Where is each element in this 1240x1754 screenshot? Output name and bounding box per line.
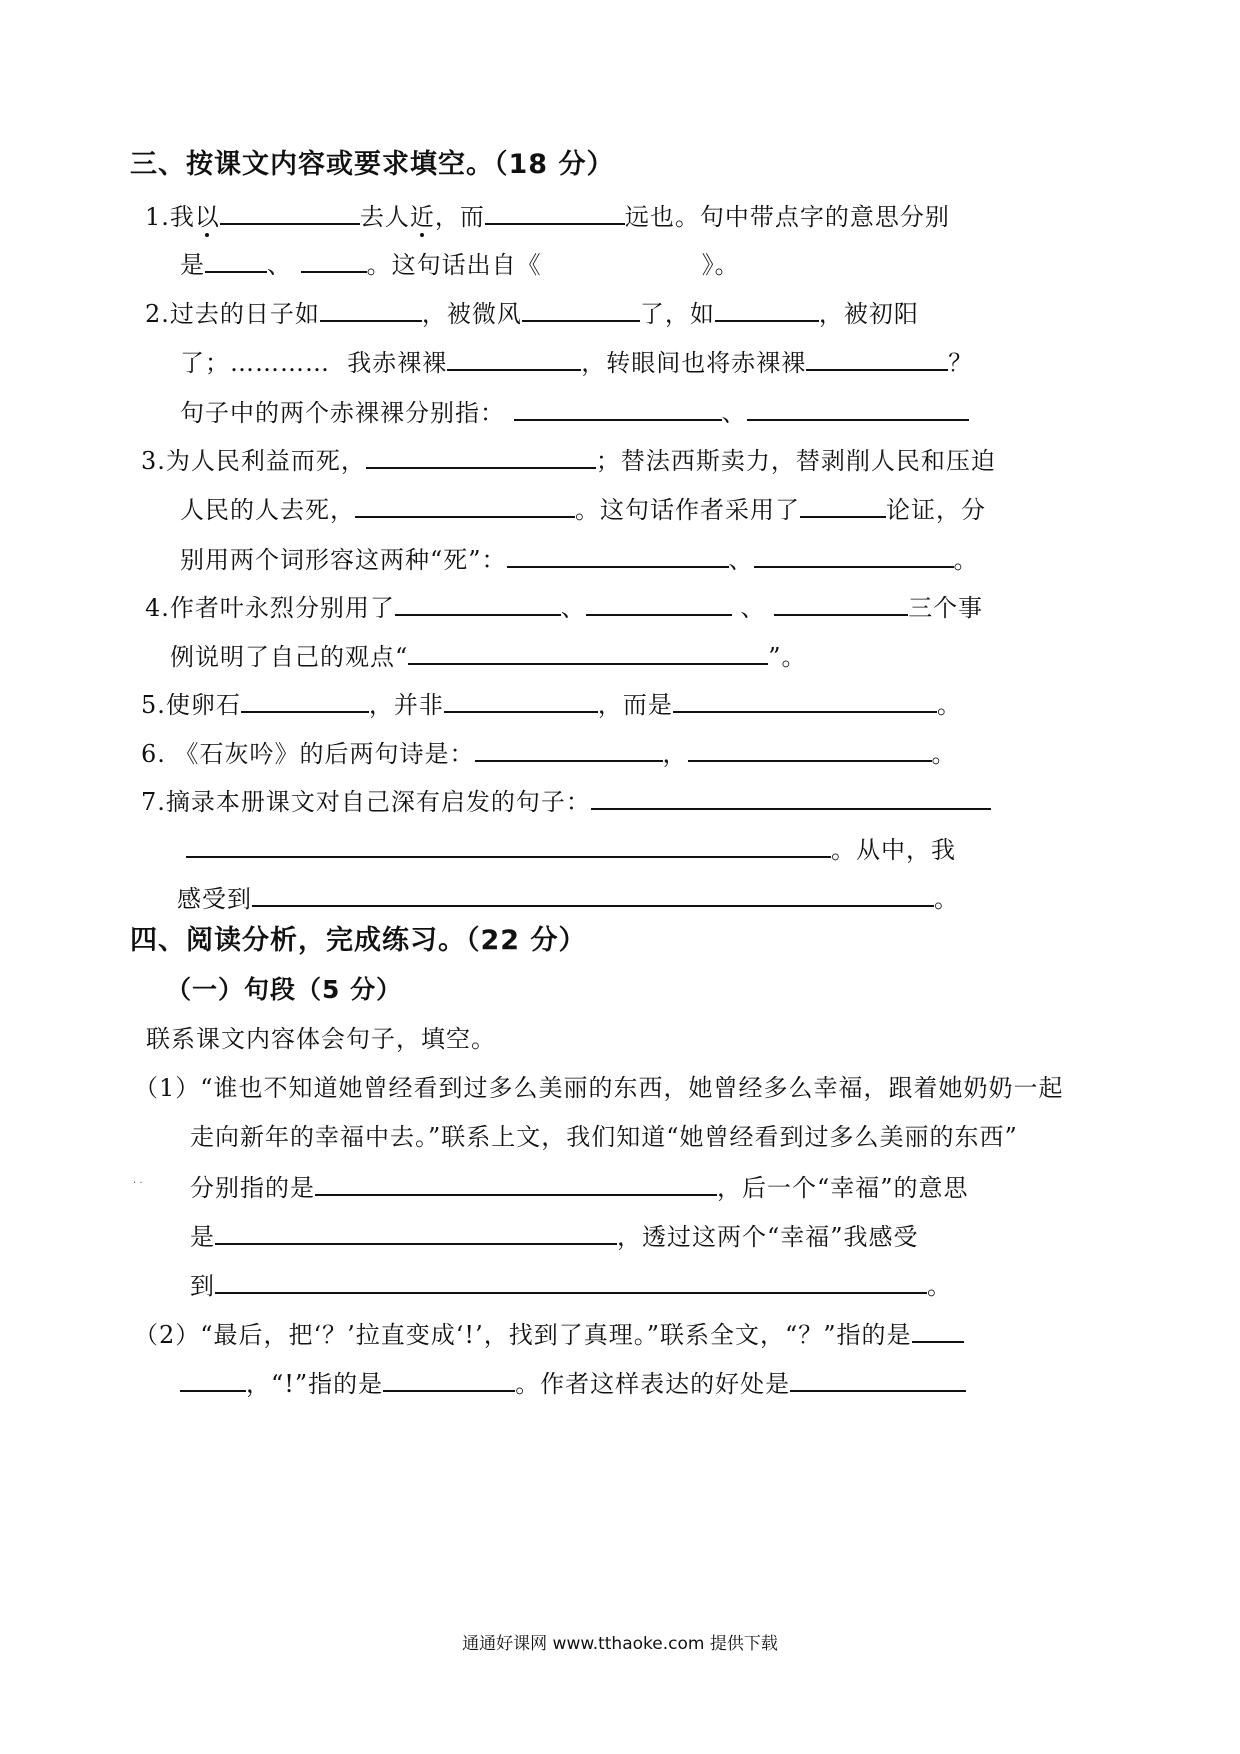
item1-line-1: （1）“谁也不知道她曾经看到过多么美丽的东西，她曾经多么幸福，跟着她奶奶一起 bbox=[134, 1074, 1064, 1102]
q7-blank-1[interactable] bbox=[591, 782, 991, 810]
q2-blank-3[interactable] bbox=[715, 294, 819, 322]
q6-blank-1[interactable] bbox=[475, 734, 663, 762]
dotted-char: 以 bbox=[194, 203, 220, 231]
q4-blank-2[interactable] bbox=[586, 588, 732, 616]
q7-line-2: 。从中，我 bbox=[186, 830, 956, 867]
item1-blank-1[interactable] bbox=[315, 1168, 717, 1196]
q5-blank-2[interactable] bbox=[444, 685, 598, 713]
q2-line-3: 句子中的两个赤裸裸分别指： 、 bbox=[180, 393, 969, 430]
item1-line-3: 分别指的是 ，后一个“幸福”的意思 bbox=[190, 1168, 969, 1205]
item1-line-5: 到 。 bbox=[190, 1266, 952, 1303]
q3-line-3: 别用两个词形容这两种“死”： 、 。 bbox=[180, 540, 979, 577]
q7-blank-3[interactable] bbox=[252, 879, 934, 907]
q2-blank-7[interactable] bbox=[747, 393, 969, 421]
q4-blank-4[interactable] bbox=[408, 637, 768, 665]
q7-line-1: 7.摘录本册课文对自己深有启发的句子： bbox=[141, 782, 991, 819]
q4-line-2: 例说明了自己的观点“ ”。 bbox=[170, 637, 807, 674]
instruction-text: 联系课文内容体会句子，填空。 bbox=[146, 1025, 496, 1053]
q1-number: 1. bbox=[145, 203, 170, 231]
item2-blank-2[interactable] bbox=[180, 1364, 246, 1392]
item2-blank-3[interactable] bbox=[383, 1364, 515, 1392]
item2-blank-1[interactable] bbox=[912, 1315, 964, 1343]
q6-blank-2[interactable] bbox=[688, 734, 932, 762]
q6-line: 6. 《石灰吟》的后两句诗是： ， 。 bbox=[141, 734, 957, 771]
q2-blank-5[interactable] bbox=[806, 343, 948, 371]
dotted-char: 近 bbox=[409, 203, 435, 231]
q5-blank-3[interactable] bbox=[673, 685, 937, 713]
q3-line-2: 人民的人去死， 。这句话作者采用了 论证，分 bbox=[180, 490, 986, 527]
q3-blank-4[interactable] bbox=[507, 540, 729, 568]
q1-blank-2[interactable] bbox=[485, 197, 625, 225]
item1-blank-3[interactable] bbox=[215, 1266, 927, 1294]
section-3-heading: 三、按课文内容或要求填空。（18 分） bbox=[130, 149, 615, 180]
scan-speck: . . bbox=[133, 1175, 143, 1186]
section-4-heading: 四、阅读分析，完成练习。（22 分） bbox=[130, 925, 587, 956]
q3-blank-2[interactable] bbox=[355, 490, 575, 518]
q1-blank-1[interactable] bbox=[220, 197, 360, 225]
q2-blank-2[interactable] bbox=[522, 294, 640, 322]
item1-line-2: 走向新年的幸福中去。”联系上文，我们知道“她曾经看到过多么美丽的东西” bbox=[190, 1123, 1018, 1151]
footer-credit: 通通好课网 www.tthaoke.com 提供下载 bbox=[462, 1634, 778, 1654]
q3-line-1: 3.为人民利益而死， ；替法西斯卖力，替剥削人民和压迫 bbox=[141, 441, 996, 478]
q2-blank-1[interactable] bbox=[320, 294, 422, 322]
q1-line-1: 1.我以 去人近，而 远也。句中带点字的意思分别 bbox=[145, 197, 950, 234]
q2-line-2: 了；………… 我赤裸裸 ，转眼间也将赤裸裸 ？ bbox=[180, 343, 973, 380]
q7-line-3: 感受到 。 bbox=[177, 879, 959, 916]
q1-blank-3[interactable] bbox=[205, 245, 267, 273]
q2-blank-4[interactable] bbox=[447, 343, 581, 371]
q1-blank-4[interactable] bbox=[301, 245, 367, 273]
q1-line-2: 是 、 。这句话出自《 》。 bbox=[180, 245, 740, 282]
q3-blank-1[interactable] bbox=[366, 441, 596, 469]
item2-line-2: ，“!”指的是 。作者这样表达的好处是 bbox=[180, 1364, 966, 1401]
item2-blank-4[interactable] bbox=[790, 1364, 966, 1392]
q4-blank-3[interactable] bbox=[774, 588, 908, 616]
q5-line: 5.使卵石 ，并非 ，而是 。 bbox=[141, 685, 962, 722]
item1-blank-2[interactable] bbox=[215, 1217, 617, 1245]
q4-line-1: 4.作者叶永烈分别用了 、 、 三个事 bbox=[145, 588, 983, 625]
q5-blank-1[interactable] bbox=[241, 685, 369, 713]
q3-blank-5[interactable] bbox=[754, 540, 954, 568]
q3-blank-3[interactable] bbox=[800, 490, 886, 518]
part-1-heading: （一）句段（5 分） bbox=[166, 975, 403, 1004]
q4-blank-1[interactable] bbox=[395, 588, 561, 616]
q7-blank-2[interactable] bbox=[186, 830, 831, 858]
q2-blank-6[interactable] bbox=[514, 393, 722, 421]
item1-line-4: 是 ，透过这两个“幸福”我感受 bbox=[190, 1217, 919, 1254]
item2-line-1: （2）“最后，把‘？’拉直变成‘!’，找到了真理。”联系全文，“？”指的是 bbox=[134, 1315, 964, 1352]
q2-line-1: 2.过去的日子如 ，被微风 了，如 ，被初阳 bbox=[145, 294, 919, 331]
